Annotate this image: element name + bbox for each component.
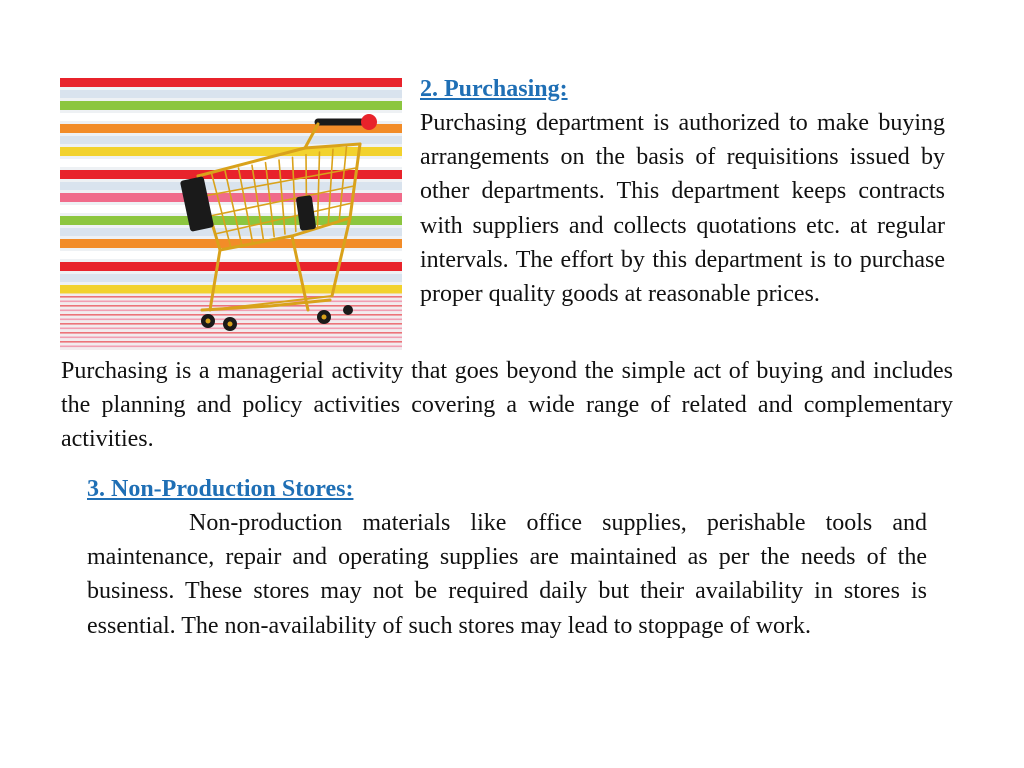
section-body-purchasing: Purchasing department is authorized to make buying arrangements on the basis of requisitions issued by other departments. This department keeps contracts with suppliers and collects quotations etc. at regular intervals. The effort by this department is to purchase proper quality goods at reasonable prices.: [420, 110, 945, 308]
photo-stripe: [60, 101, 402, 110]
photo-stripe: [60, 251, 402, 259]
photo-floor-stripe: [60, 332, 402, 334]
intro-paragraph-block: [61, 354, 953, 457]
section-heading-purchasing: 2. Purchasing:: [420, 76, 568, 102]
photo-stripe: [60, 228, 402, 236]
intro-paragraph: Purchasing is a managerial activity that goes beyond the simple act of buying and includes the planning and policy activities covering a wide range of related and complementary activities.: [61, 358, 953, 453]
section-body-non-production-stores: Non-production materials like office supplies, perishable tools and maintenance, repair and operating supplies are maintained as per the needs of the business. These stores may not be required daily but their availability in stores is essential. The non-availability of such stores may lead to stoppage of work.: [87, 510, 927, 639]
photo-floor-stripe: [60, 301, 402, 303]
photo-stripe: [60, 159, 402, 167]
photo-stripe: [60, 147, 402, 156]
section-non-production-stores: [87, 472, 927, 643]
shopping-cart-icon: [60, 78, 402, 350]
photo-floor-stripe: [60, 341, 402, 343]
photo-stripe: [60, 170, 402, 179]
photo-floor-stripe: [60, 296, 402, 298]
photo-floor-stripe: [60, 337, 402, 339]
photo-floor-stripe: [60, 346, 402, 348]
photo-stripe: [60, 285, 402, 294]
photo-stripe: [60, 262, 402, 271]
photo-stripe: [60, 136, 402, 144]
photo-stripe: [60, 78, 402, 87]
section-heading-non-production-stores: 3. Non-Production Stores:: [87, 476, 354, 502]
photo-floor-stripe: [60, 314, 402, 316]
section-purchasing: [420, 72, 945, 311]
photo-stripe: [60, 90, 402, 98]
photo-stripe: [60, 274, 402, 282]
shopping-cart-photo: [60, 78, 402, 350]
